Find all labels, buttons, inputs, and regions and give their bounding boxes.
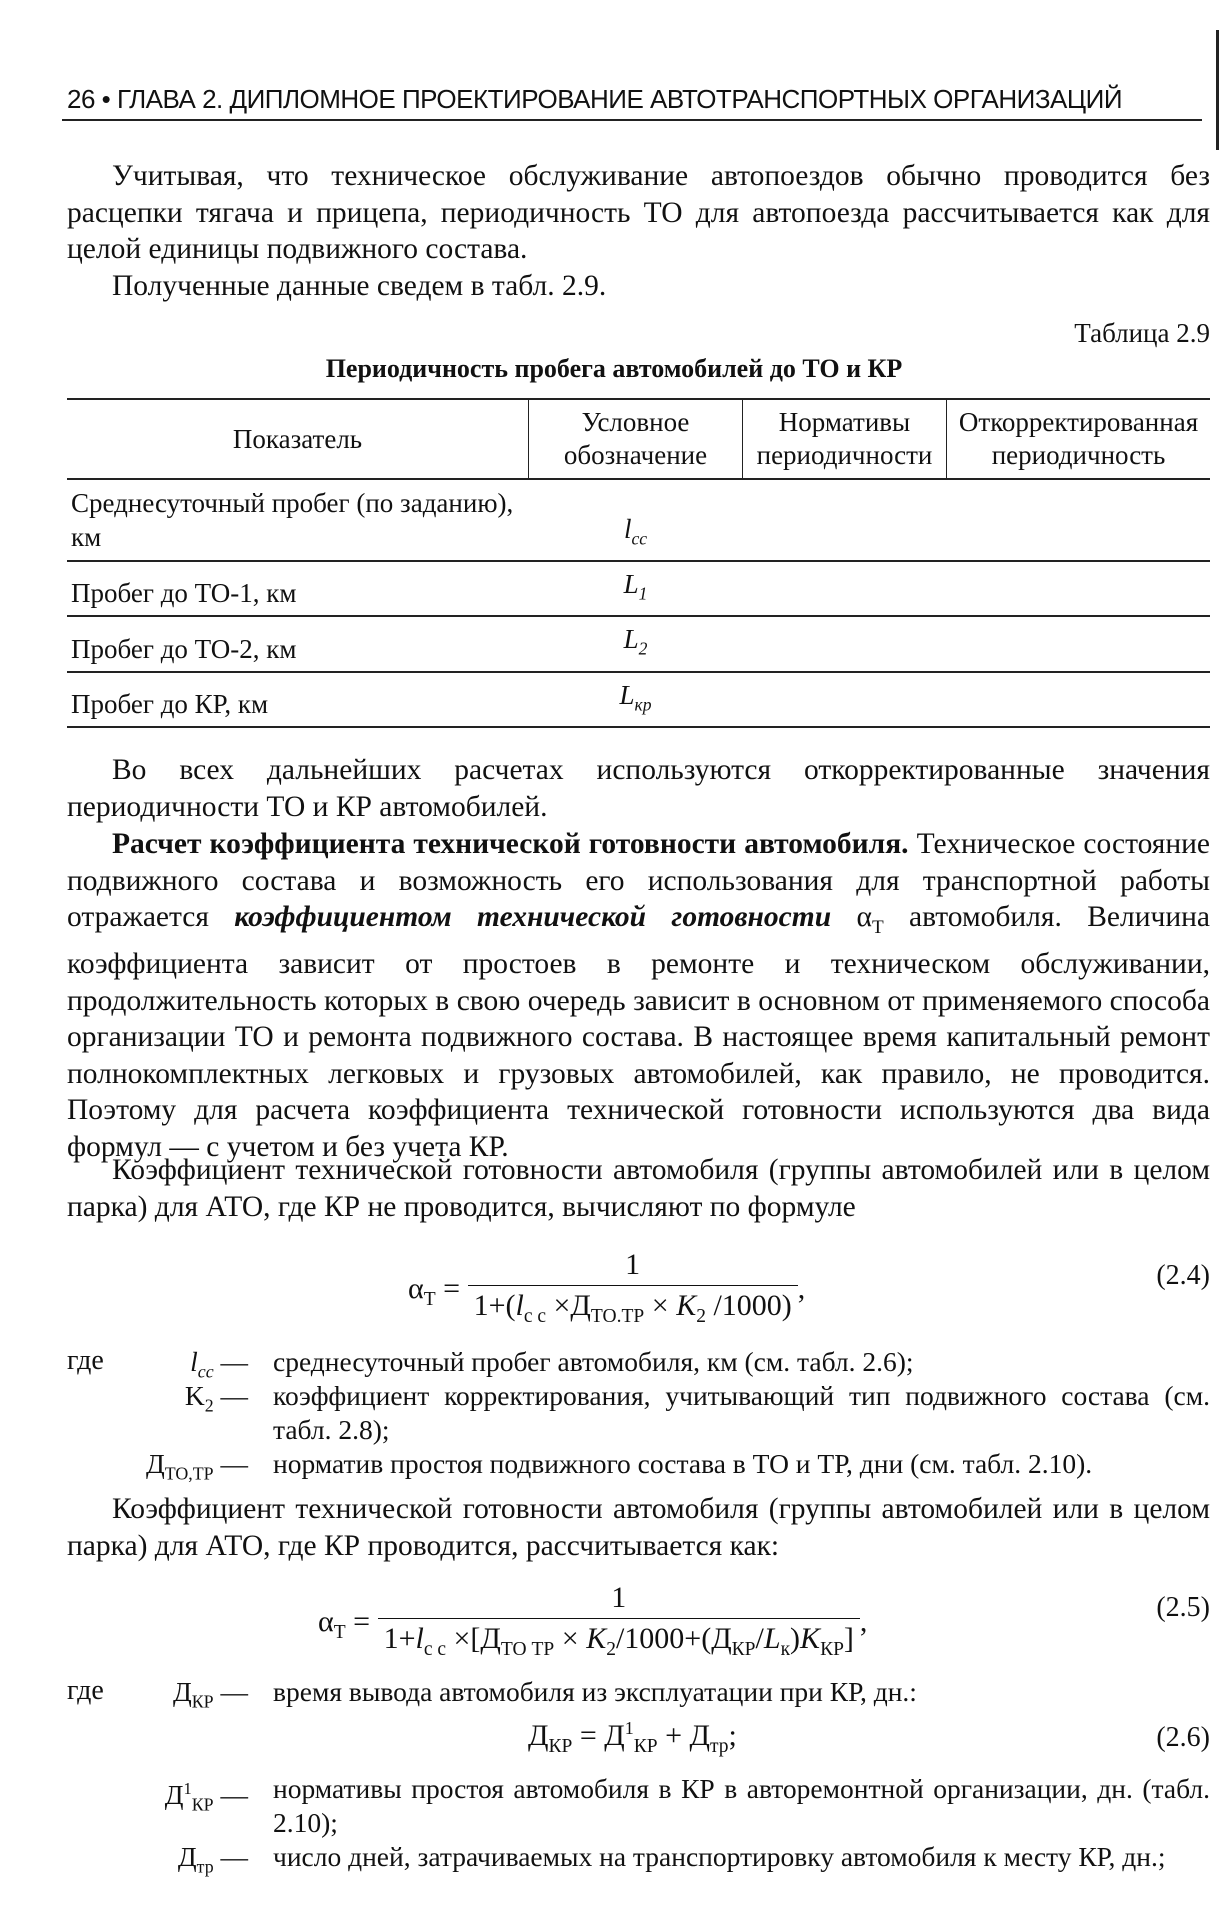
row-symbol: $L_{кр}$: [529, 672, 743, 727]
table-row: [67, 561, 1210, 616]
table-title: Периодичность пробега автомобилей до ТО и КР: [325, 354, 903, 383]
row-norm: [743, 561, 947, 616]
where-label: где: [67, 1345, 104, 1376]
paragraph-3: Во всех дальнейших расчетах используются откорректированные значения периодичности ТО и КР автомобилей.: [67, 754, 1210, 823]
equation-number-2-5: (2.5): [1156, 1592, 1210, 1623]
row-label: Среднесуточный пробег (по заданию), км: [67, 479, 529, 561]
table-row: [67, 479, 1210, 561]
definition-item: $Д_{тр}$ — число дней, затрачиваемых на транспортировку автомобиля к месту КР, дн.;: [177, 1841, 1166, 1877]
header-rule: [62, 119, 1202, 121]
row-symbol: $L_2$: [529, 616, 743, 671]
row-norm: [743, 616, 947, 671]
paragraph-4: Расчет коэффициента технической готовности автомобиля. Техническое состояние подвижного состава и возможность его использования для транспортной работы отражается коэффициентом технической готовности $\alpha_Т$ автомобиля. Величина коэффициента зависит от простоев в ремонте и техническом обслуживании, продолжительность которых в свою очередь зависит в основном от применяемого способа организации ТО и ремонта подвижного состава. В настоящее время капитальный ремонт полнокомплектных легковых и грузовых автомобилей, как правило, не проводится. Поэтому для расчета коэффициента технической готовности используются два вида формул — с учетом и без учета КР.: [67, 828, 1210, 1163]
definitions-2-6: [0, 1772, 1228, 1877]
definition-item: $Д_{ТО,ТР}$ — норматив простоя подвижного состава в ТО и ТР, дни (см. табл. 2.10).: [145, 1448, 1093, 1484]
row-symbol: $l_{сс}$: [529, 479, 743, 561]
row-label: Пробег до ТО-1, км: [67, 561, 529, 616]
definition-2-5: [0, 1675, 1228, 1712]
chapter-title: ГЛАВА 2. ДИПЛОМНОЕ ПРОЕКТИРОВАНИЕ АВТОТРАНСПОРТНЫХ ОРГАНИЗАЦИЙ: [117, 84, 1123, 114]
periodicity-table: [67, 398, 1210, 728]
paragraph-6: Коэффициент технической готовности автомобиля (группы автомобилей или в целом парка) для АТО, где КР проводится, рассчитывается как:: [67, 1493, 1210, 1562]
header-cell-norms: Нормативы периодичности: [743, 399, 947, 479]
section-heading: Расчет коэффициента технической готовности автомобиля.: [112, 828, 909, 860]
header-bullet: •: [101, 84, 111, 114]
header-cell-symbol: Условное обозначение: [529, 399, 743, 479]
paragraph-5: Коэффициент технической готовности автомобиля (группы автомобилей или в целом парка) для АТО, где КР не проводится, вычисляют по формуле: [67, 1154, 1210, 1223]
definition-item: $K_2$ — коэффициент корректирования, учитывающий тип подвижного состава (см. табл. 2.8);: [184, 1380, 1210, 1445]
table-row: [67, 672, 1210, 727]
page-number: 26: [67, 84, 95, 114]
definition-item: $Д_{КР}$ — время вывода автомобиля из эксплуатации при КР, дн.:: [173, 1676, 917, 1712]
row-corrected: [947, 561, 1211, 616]
formula-2-6: $Д_{КР} = Д^1_{КР} + Д_{тр}$;: [528, 1718, 737, 1757]
table-row: [67, 616, 1210, 671]
running-header: [67, 84, 1122, 115]
table-header-row: [67, 399, 1210, 479]
row-norm: [743, 479, 947, 561]
header-cell-corrected: Откорректированная периодичность: [947, 399, 1211, 479]
row-norm: [743, 672, 947, 727]
row-corrected: [947, 479, 1211, 561]
paragraph-2: Полученные данные сведем в табл. 2.9.: [112, 270, 607, 302]
definition-item: $Д^1_{КР}$ — нормативы простоя автомобиля в КР в авторемонтной организации, дн. (табл. 2.10);: [164, 1773, 1210, 1838]
definition-item: $l_{сс}$ — среднесуточный пробег автомобиля, км (см. табл. 2.6);: [190, 1346, 914, 1382]
equation-number-2-6: (2.6): [1156, 1722, 1210, 1753]
row-corrected: [947, 616, 1211, 671]
page-edge-mark: [1216, 30, 1219, 150]
row-corrected: [947, 672, 1211, 727]
row-label: Пробег до ТО-2, км: [67, 616, 529, 671]
term-emphasis: коэффициентом технической готовности: [234, 901, 832, 933]
where-label: где: [67, 1675, 104, 1706]
formula-2-4: $\alpha_Т$ = $\frac{1}{1+(l_{с с} \times Д_{ТО.ТР} \times K_2 /1000)}$ ,: [408, 1245, 805, 1337]
row-label: Пробег до КР, км: [67, 672, 529, 727]
row-symbol: $L_1$: [529, 561, 743, 616]
header-cell-indicator: Показатель: [67, 399, 529, 479]
paragraph-1: Учитывая, что техническое обслуживание автопоездов обычно проводится без расцепки тягача и прицепа, периодичность ТО для автопоезда рассчитывается как для целой единицы подвижного состава.: [67, 160, 1210, 265]
formula-2-5: $\alpha_Т$ = $\frac{1}{1+l_{с с} \times[Д_{ТО ТР} \times K_2/1000+(Д_{КР}/L_к)K_{КР}]}$ ,: [318, 1578, 867, 1670]
definitions-2-4: [0, 1345, 1228, 1484]
table-caption: Таблица 2.9: [1074, 318, 1210, 348]
equation-number-2-4: (2.4): [1156, 1260, 1210, 1291]
